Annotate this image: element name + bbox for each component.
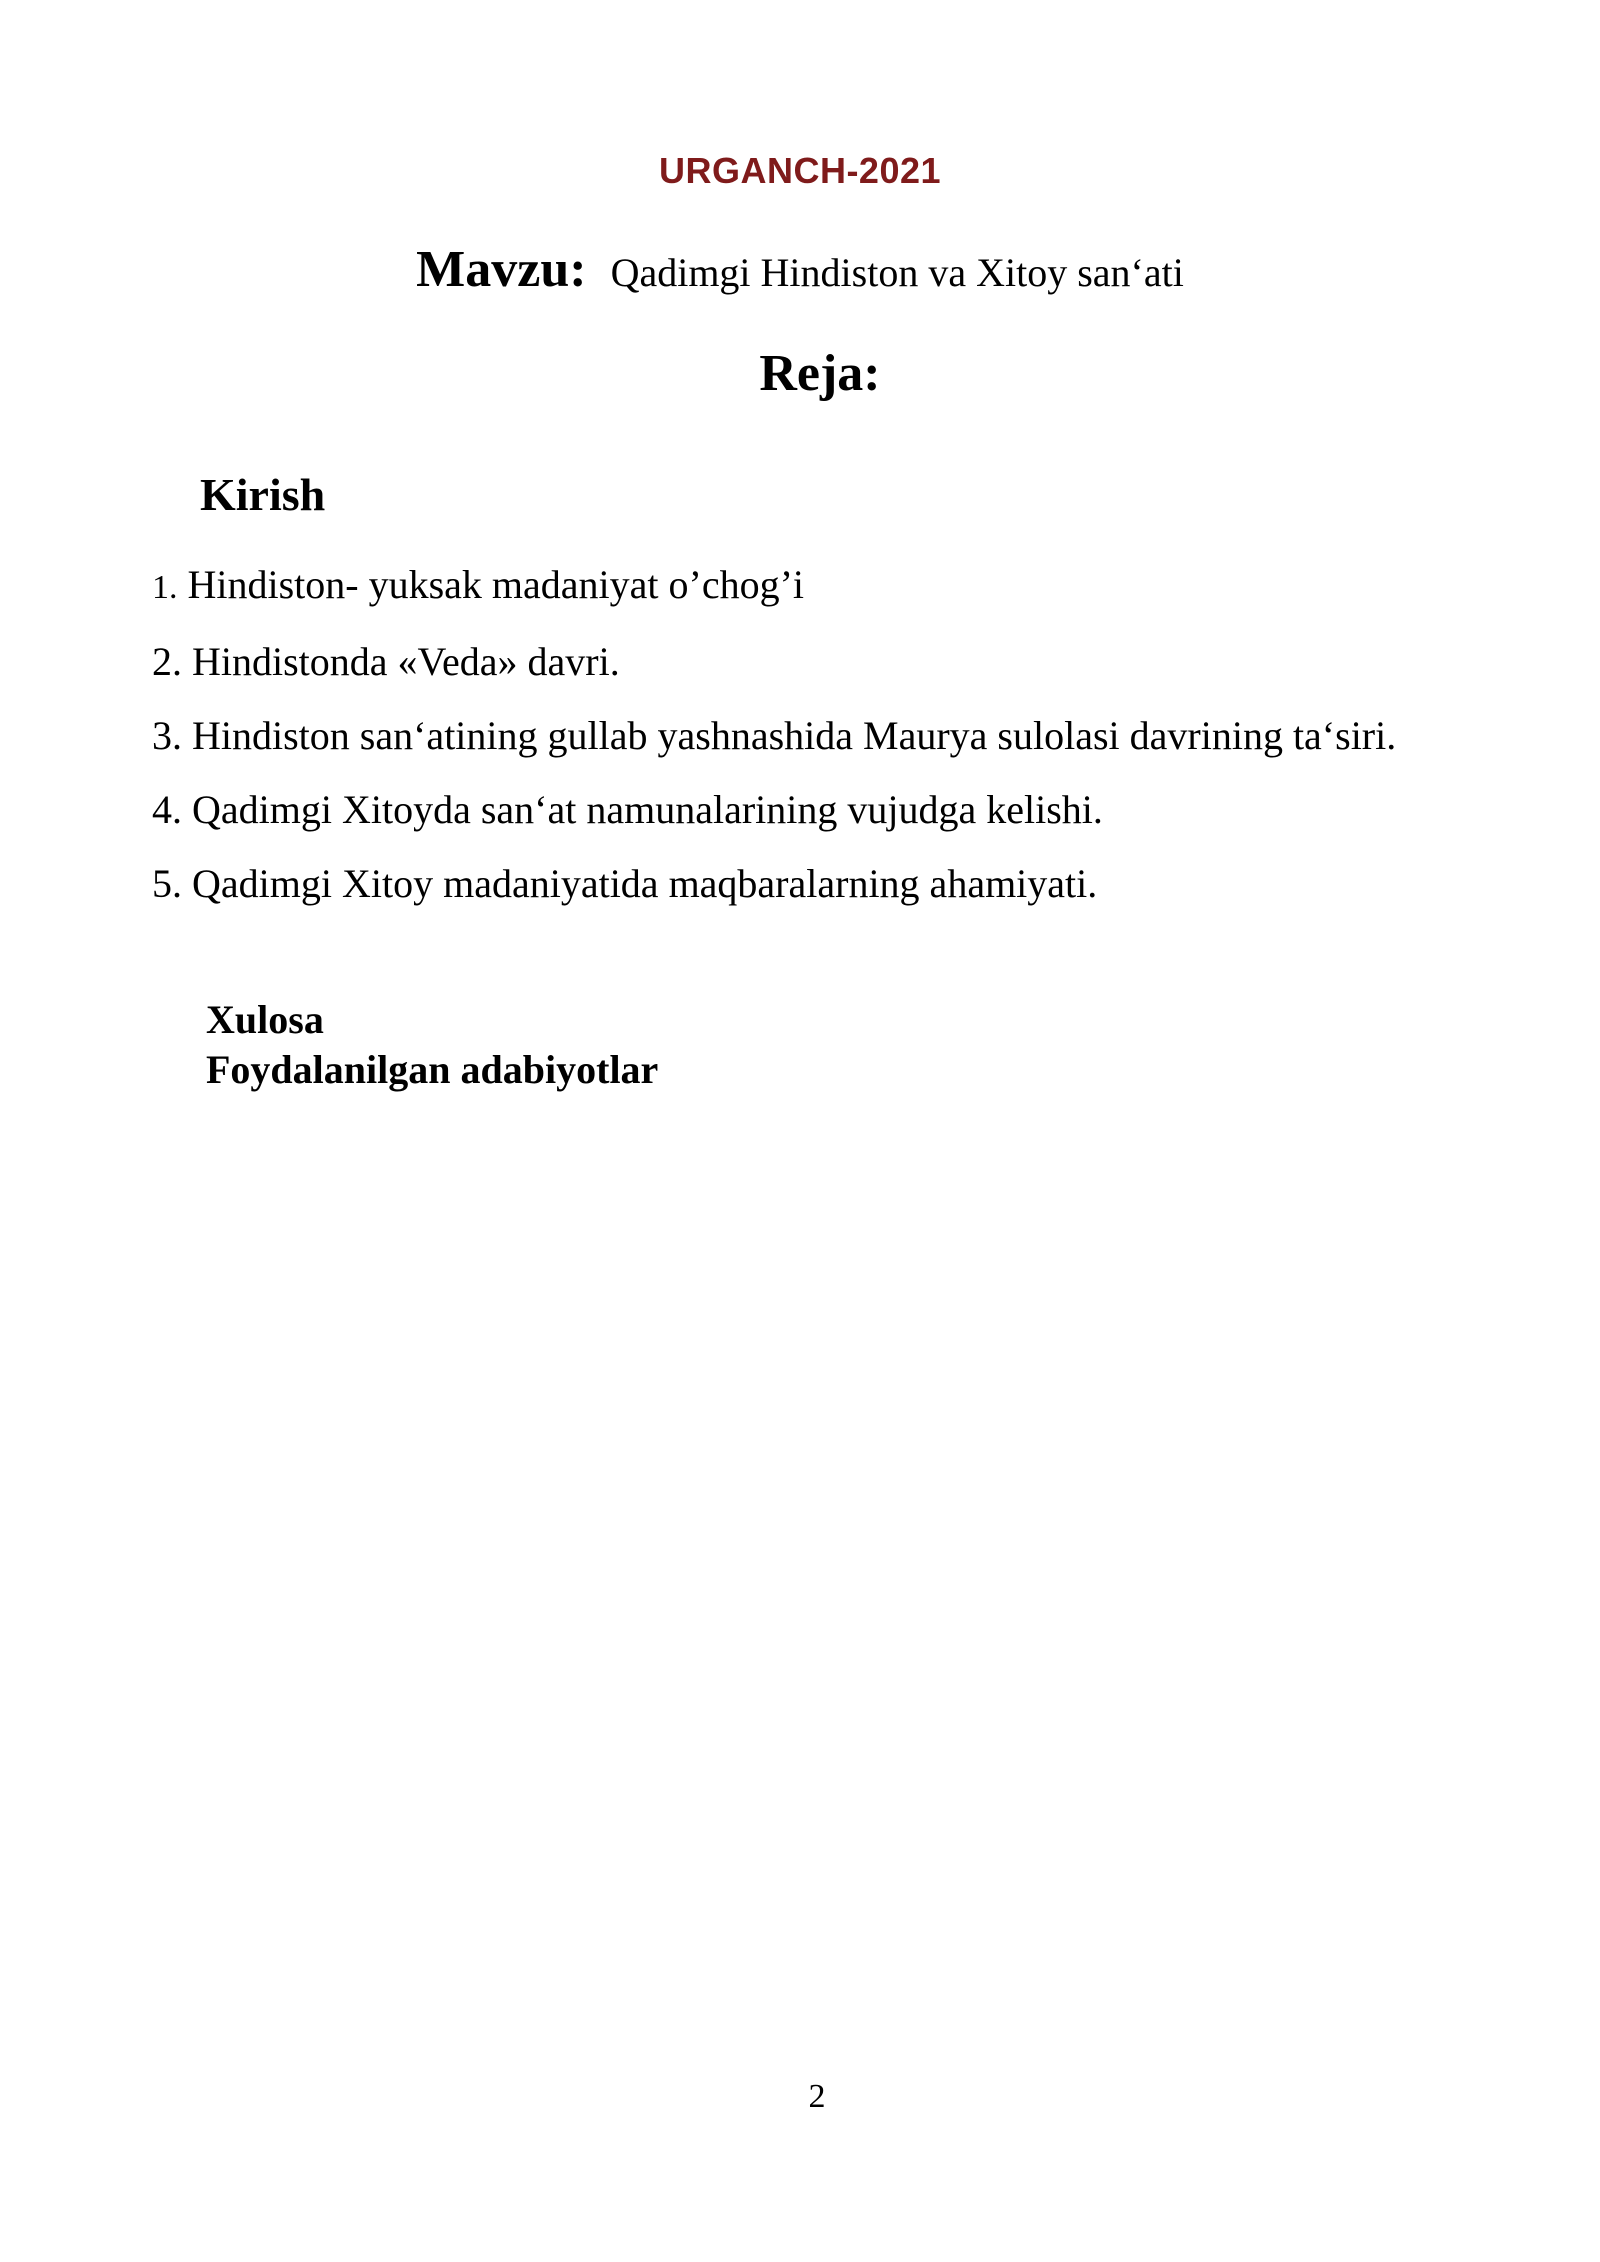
intro-heading: Kirish <box>200 469 326 520</box>
plan-item-text: Qadimgi Xitoyda san‘at namunalarining vujudga kelishi. <box>182 787 1103 832</box>
references-heading: Foydalanilgan adabiyotlar <box>206 1047 659 1092</box>
plan-item-number: 3. <box>152 713 182 758</box>
page-number: 2 <box>808 2078 826 2115</box>
topic-label: Mavzu: <box>416 241 587 298</box>
plan-item-1 <box>152 548 1452 625</box>
city-year-header: URGANCH-2021 <box>658 150 942 191</box>
plan-item-5 <box>152 847 1452 921</box>
topic-line <box>0 240 1600 299</box>
plan-item-3 <box>152 699 1452 773</box>
plan-item-4 <box>152 773 1452 847</box>
conclusion-heading: Xulosa <box>206 997 324 1042</box>
plan-item-text: Hindistonda «Veda» davri. <box>182 639 620 684</box>
plan-item-text: Qadimgi Xitoy madaniyatida maqbaralarning ahamiyati. <box>182 861 1098 906</box>
plan-item-text: Hindiston- yuksak madaniyat o’chog’i <box>177 562 805 607</box>
plan-item-2 <box>152 625 1452 699</box>
plan-item-number: 5. <box>152 861 182 906</box>
plan-item-text: Hindiston san‘atining gullab yashnashida Maurya sulolasi davrining ta‘siri. <box>182 713 1397 758</box>
plan-item-number: 4. <box>152 787 182 832</box>
plan-item-number: 1. <box>152 569 178 606</box>
plan-list <box>152 548 1452 921</box>
plan-title: Reja: <box>759 345 881 402</box>
closing-sections <box>206 995 658 1095</box>
plan-item-number: 2. <box>152 639 182 684</box>
topic-title: Qadimgi Hindiston va Xitoy san‘ati <box>610 250 1184 295</box>
